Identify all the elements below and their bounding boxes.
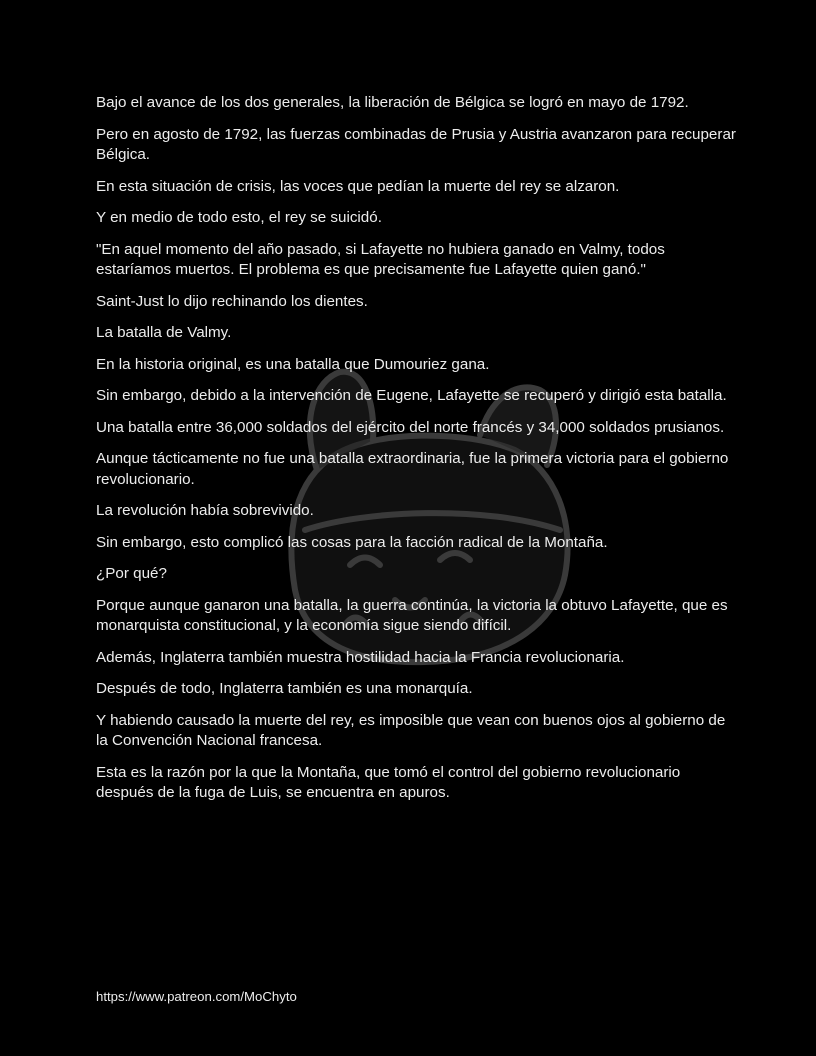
paragraph: Después de todo, Inglaterra también es una monarquía.: [96, 680, 473, 697]
document-body: [96, 93, 736, 815]
paragraph: Sin embargo, debido a la intervención de Eugene, Lafayette se recuperó y dirigió esta batalla.: [96, 387, 727, 404]
paragraph: La revolución había sobrevivido.: [96, 502, 314, 519]
paragraph: Porque aunque ganaron una batalla, la guerra continúa, la victoria la obtuvo Lafayette, que es monarquista constitucional, y la economía sigue siendo difícil.: [96, 596, 728, 634]
paragraph: Aunque tácticamente no fue una batalla extraordinaria, fue la primera victoria para el gobierno revolucionario.: [96, 450, 729, 488]
patreon-link[interactable]: https://www.patreon.com/MoChyto: [96, 989, 297, 1004]
paragraph: "En aquel momento del año pasado, si Lafayette no hubiera ganado en Valmy, todos estaríamos muertos. El problema es que precisamente fue Lafayette quien ganó.": [96, 240, 665, 278]
paragraph: Una batalla entre 36,000 soldados del ejército del norte francés y 34,000 soldados prusianos.: [96, 418, 725, 436]
paragraph: Sin embargo, esto complicó las cosas para la facción radical de la Montaña.: [96, 533, 608, 551]
paragraph: Esta es la razón por la que la Montaña, que tomó el control del gobierno revolucionario después de la fuga de Luis, se encuentra en apuros.: [96, 763, 681, 801]
paragraph: Pero en agosto de 1792, las fuerzas combinadas de Prusia y Austria avanzaron para recuperar Bélgica.: [96, 125, 736, 163]
paragraph: La batalla de Valmy.: [96, 324, 232, 341]
paragraph: Saint-Just lo dijo rechinando los dientes.: [96, 292, 368, 310]
paragraph: En la historia original, es una batalla que Dumouriez gana.: [96, 355, 490, 373]
paragraph: ¿Por qué?: [96, 565, 167, 582]
paragraph: En esta situación de crisis, las voces que pedían la muerte del rey se alzaron.: [96, 177, 620, 195]
paragraph: Y habiendo causado la muerte del rey, es imposible que vean con buenos ojos al gobierno de la Convención Nacional francesa.: [96, 711, 726, 749]
paragraph: Bajo el avance de los dos generales, la liberación de Bélgica se logró en mayo de 1792.: [96, 94, 689, 111]
paragraph: Además, Inglaterra también muestra hostilidad hacia la Francia revolucionaria.: [96, 648, 625, 666]
paragraph: Y en medio de todo esto, el rey se suicidó.: [96, 209, 382, 226]
